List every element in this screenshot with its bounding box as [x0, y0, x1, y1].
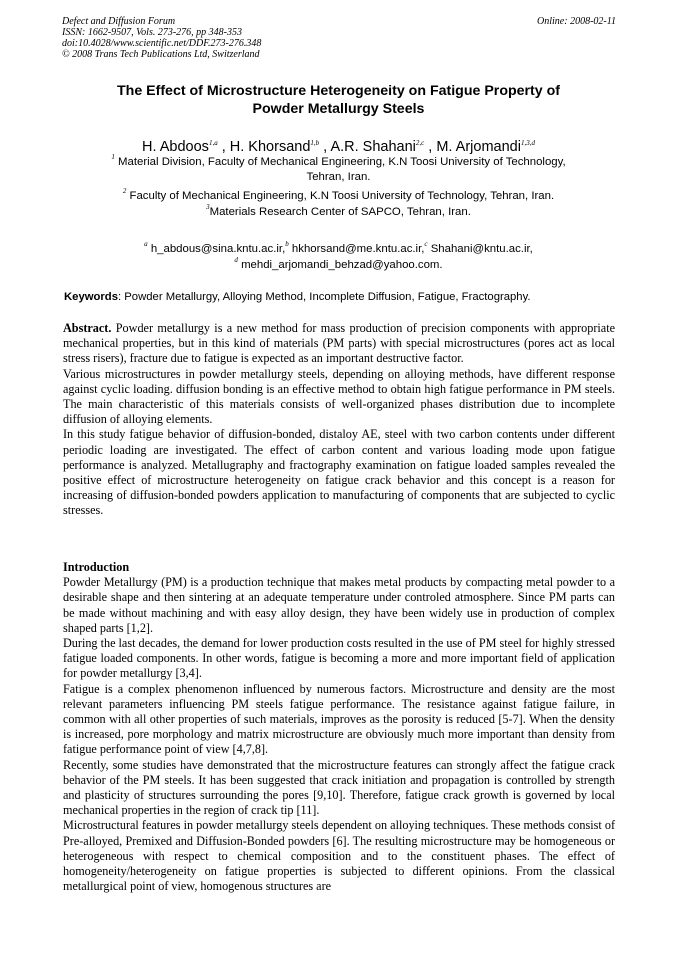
- journal-name: Defect and Diffusion Forum: [62, 16, 176, 27]
- author-name: A.R. Shahani: [330, 139, 416, 155]
- author-affiliation-mark: 1,a: [208, 139, 218, 147]
- affiliation-number: 1: [111, 153, 115, 161]
- intro-paragraph-4: Recently, some studies have demonstrated that the microstructure features can strongly affect the fatigue crack behavior of the PM steels. It has been suggested that crack initiation and propagation is controlled by strength and plasticity of structures surrounding the pores [9,10]. Therefore, fatigue crack growth is governed by local mechanical properties in the region of crack tip [11].: [63, 757, 615, 818]
- abstract-paragraph-2: Various microstructures in powder metallurgy steels, depending on alloying methods, have different response against cyclic loading. diffusion bonding is an effective method to obtain high fatigue performance in PM steels. The main characteristic of this materials consists of well-organized phases distribution due to incomplete diffusion of alloying elements.: [63, 366, 615, 427]
- keywords-label: Keywords: [64, 291, 118, 303]
- email-address[interactable]: h_abdous@sina.kntu.ac.ir,: [150, 243, 286, 255]
- abstract-paragraph-3: In this study fatigue behavior of diffusion-bonded, distaloy AE, steel with two carbon contents under different periodic loading are investigated. The effect of carbon content and various loading mode upon fatigue performance is analyzed. Metallugraphy and fractography examination on fatigue loaded samples revealed the positive effect of microstructure heterogeneity on fatigue crack behavior and this concept is a reason for increasing of diffusion-bonded powders application to manufacturing of components that are subjected to cyclic stresses.: [63, 427, 615, 518]
- title-line-1: The Effect of Microstructure Heterogeneity on Fatigue Property of: [116, 83, 561, 99]
- affiliation-1: [62, 155, 615, 185]
- online-date: Online: 2008-02-11: [537, 16, 616, 27]
- author-affiliation-mark: 1,3,d: [520, 139, 535, 147]
- author-name: H. Abdoos: [142, 139, 209, 155]
- title-line-2: Powder Metallurgy Steels: [252, 101, 425, 117]
- intro-paragraph-3: Fatigue is a complex phenomenon influenced by numerous factors. Microstructure and density are the most relevant parameters influencing PM steels fatigue performance. The resistance against fatigue failure, in common with all other properties of such materials, improves as the porosity is reduced [5-7]. When the density is increased, pore morphology and matrix microstructure are obviously much more important than density from fatigue performance point of view [4,7,8].: [63, 681, 615, 757]
- abstract-paragraph-1: [63, 321, 615, 367]
- author-name: H. Khorsand: [229, 139, 311, 155]
- intro-paragraph-1: Powder Metallurgy (PM) is a production technique that makes metal products by compacting metal powder to a desirable shape and then sintering at an adequate temperature under controled atmosphere. Since PM parts can be made without machining and with easy alloy design, they have been widely use in production of complex shaped parts [1,2].: [63, 575, 615, 635]
- affiliation-number: 3: [206, 203, 210, 211]
- intro-paragraph-2: During the last decades, the demand for lower production costs resulted in the use of PM steel for highly stressed fatigue loaded components. In other words, fatigue is becoming a more and more important field of application for powder metallurgy [3,4].: [63, 636, 615, 681]
- affiliation-2: [62, 189, 615, 204]
- publication-info: [62, 16, 261, 60]
- email-mark: b: [285, 240, 289, 248]
- author-affiliation-mark: 1,b: [310, 139, 320, 147]
- copyright-line: © 2008 Trans Tech Publications Ltd, Switzerland: [62, 49, 260, 60]
- paper-title: [62, 82, 615, 118]
- email-mark: c: [424, 240, 428, 248]
- abstract-section: [63, 321, 615, 519]
- email-list: [62, 241, 615, 273]
- affiliation-text: Faculty of Mechanical Engineering, K.N Toosi University of Technology, Tehran, Iran.: [129, 190, 555, 202]
- keywords-text: : Powder Metallurgy, Alloying Method, Incomplete Diffusion, Fatigue, Fractography.: [118, 291, 531, 303]
- affiliation-text: Material Division, Faculty of Mechanical Engineering, K.N Toosi University of Technology,: [118, 156, 566, 168]
- email-mark: d: [234, 256, 238, 264]
- email-mark: a: [144, 240, 148, 248]
- affiliation-text: Materials Research Center of SAPCO, Tehran, Iran.: [209, 206, 471, 218]
- intro-paragraph-5: Microstructural features in powder metallurgy steels dependent on alloying techniques. These methods consist of Pre-alloyed, Premixed and Diffusion-Bonded powders [6]. The resulting microstructure may be homogeneous or heterogeneous with respect to chemical composition and to the constituent phases. The effect of homogeneity/heterogeneity on fatigue properties is subjected to different opinions. From the classical metallurgical point of view, homogenous structures are: [63, 818, 615, 894]
- author-affiliation-mark: 2,c: [415, 139, 425, 147]
- section-heading: Introduction: [63, 560, 130, 574]
- abstract-label: Abstract.: [63, 321, 112, 335]
- author-name: M. Arjomandi: [436, 139, 521, 155]
- doi-line: doi:10.4028/www.scientific.net/DDF.273-276.348: [62, 38, 262, 49]
- issn-line: ISSN: 1662-9507, Vols. 273-276, pp 348-353: [62, 27, 242, 38]
- email-address[interactable]: mehdi_arjomandi_behzad@yahoo.com.: [241, 259, 443, 271]
- affiliation-3: [62, 205, 615, 220]
- email-address[interactable]: hkhorsand@me.kntu.ac.ir,: [291, 243, 425, 255]
- introduction-section: [63, 560, 615, 894]
- author-list: H. Abdoos$^{1,a}$ , H. Khorsand$^{1,b}$ , A.R. Shahani$^{2,c}$ , M. Arjomandi$^{1,3,d}$: [142, 139, 535, 155]
- keywords-line: [64, 290, 617, 305]
- affiliation-number: 2: [122, 187, 127, 195]
- email-address[interactable]: Shahani@kntu.ac.ir,: [430, 243, 533, 255]
- affiliation-text: Tehran, Iran.: [306, 171, 371, 183]
- abstract-text: Powder metallurgy is a new method for mass production of precision components with appropriate mechanical properties, but in this kind of materials (PM parts) with special microstructures (pores act as local stress risers), fracture due to fatigue is expected as an important destructive factor.: [63, 321, 615, 366]
